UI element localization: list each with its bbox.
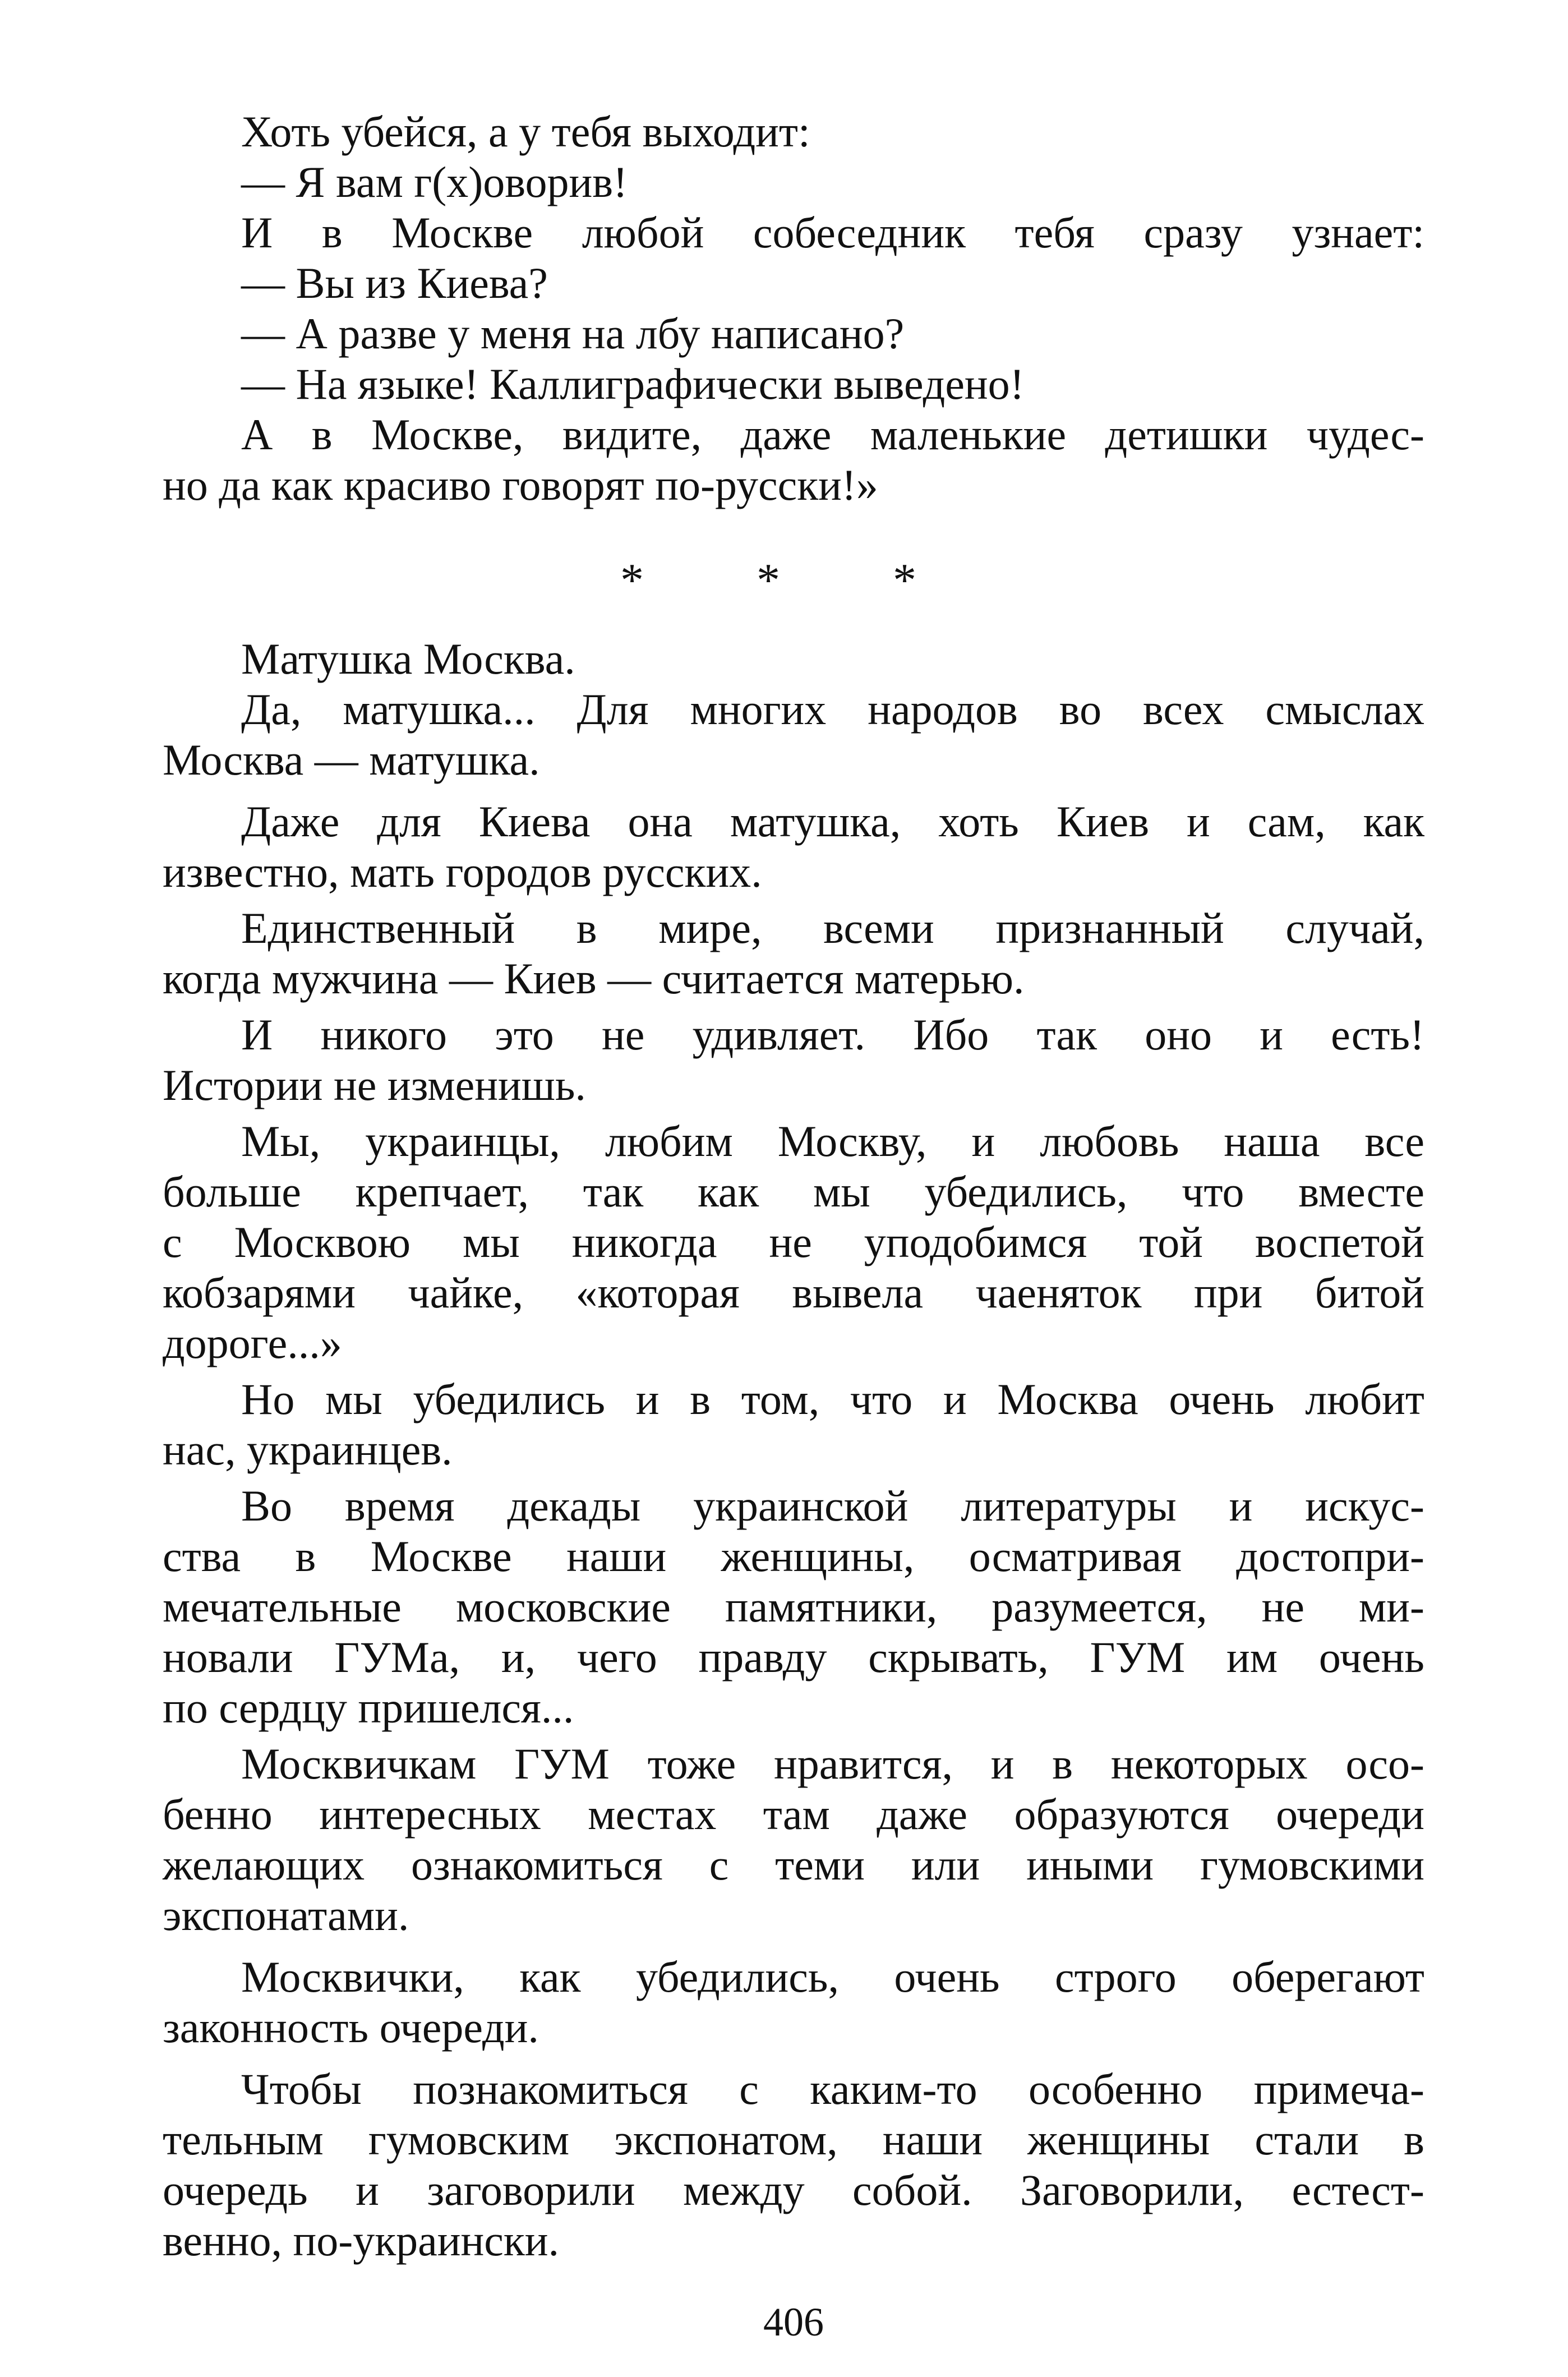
text-line: Истории не изменишь.: [163, 1061, 586, 1109]
text-line: нас, украинцев.: [163, 1425, 453, 1474]
text-line: желающих ознакомиться с теми или иными гумовскими: [163, 1840, 1424, 1889]
text-line: Москвичкам ГУМ тоже нравится, и в некоторых осо-: [241, 1739, 1424, 1788]
text-line: по сердцу пришелся...: [163, 1683, 574, 1732]
text-line: когда мужчина — Киев — считается матерью.: [163, 954, 1025, 1003]
text-line: Хоть убейся, а у тебя выходит:: [241, 107, 810, 156]
text-line: но да как красиво говорят по-русски!»: [163, 460, 878, 509]
text-line: Чтобы познакомиться с каким-то особенно примеча-: [241, 2065, 1424, 2113]
text-line: мечательные московские памятники, разумеется, не ми-: [163, 1582, 1424, 1631]
text-line: Единственный в мире, всеми признанный случай,: [241, 904, 1424, 952]
text-line: Мы, украинцы, любим Москву, и любовь наша все: [241, 1117, 1424, 1166]
text-line: Да, матушка... Для многих народов во всех смыслах: [241, 685, 1424, 734]
text-line: — А разве у меня на лбу написано?: [241, 309, 905, 358]
text-line: А в Москве, видите, даже маленькие детишки чудес-: [241, 410, 1424, 459]
text-line: известно, мать городов русских.: [163, 847, 762, 896]
text-line: бенно интересных местах там даже образуются очереди: [163, 1790, 1424, 1839]
text-line: тельным гумовским экспонатом, наши женщины стали в: [163, 2115, 1424, 2164]
text-line: Москвички, как убедились, очень строго оберегают: [241, 1952, 1424, 2001]
text-line: больше крепчает, так как мы убедились, что вместе: [163, 1167, 1424, 1216]
text-line: экспонатами.: [163, 1891, 409, 1940]
text-line: — Я вам г(х)оворив!: [241, 158, 628, 206]
text-line: Москва — матушка.: [163, 735, 540, 784]
text-line: ства в Москве наши женщины, осматривая достопри-: [163, 1532, 1424, 1581]
text-line: Матушка Москва.: [241, 634, 575, 683]
section-separator: * * *: [620, 554, 967, 606]
text-line: Во время декады украинской литературы и искус-: [241, 1481, 1424, 1530]
text-line: И в Москве любой собеседник тебя сразу узнает:: [241, 208, 1424, 257]
text-line: И никого это не удивляет. Ибо так оно и есть!: [241, 1010, 1424, 1059]
text-line: законность очереди.: [163, 2003, 539, 2052]
text-line: кобзарями чайке, «которая вывела чаеняток при битой: [163, 1268, 1424, 1317]
text-line: дороге...»: [163, 1319, 342, 1367]
text-line: очередь и заговорили между собой. Заговорили, естест-: [163, 2166, 1424, 2214]
page-number: 406: [763, 2300, 824, 2344]
text-line: — На языке! Каллиграфически выведено!: [241, 360, 1025, 408]
text-line: новали ГУМа, и, чего правду скрывать, ГУМ им очень: [163, 1633, 1424, 1682]
text-line: — Вы из Киева?: [241, 259, 548, 307]
text-line: венно, по-украински.: [163, 2216, 559, 2265]
text-line: Но мы убедились и в том, что и Москва очень любит: [241, 1375, 1424, 1424]
text-line: с Москвою мы никогда не уподобимся той воспетой: [163, 1218, 1424, 1266]
text-line: Даже для Киева она матушка, хоть Киев и сам, как: [241, 797, 1424, 846]
